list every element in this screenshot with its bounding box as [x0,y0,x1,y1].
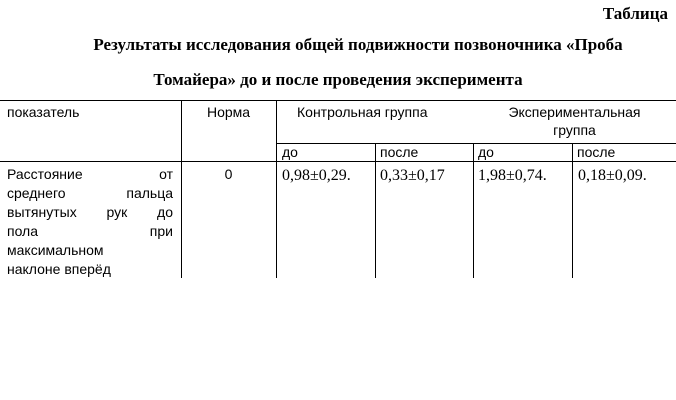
subheader-experimental-before: до [478,144,494,160]
table-title-line-1: Результаты исследования общей подвижности позвоночника «Проба [93,35,623,54]
column-divider-3 [375,143,376,278]
table-top-border [0,100,676,101]
row-description-line: среднего пальца [7,185,173,201]
cell-control-after: 0,33±0,17 [380,167,445,184]
row-description [7,165,173,279]
row-description-line: пола при [7,223,173,239]
subheader-control-before: до [282,144,298,160]
header-control-group: Контрольная группа [297,104,428,120]
cell-control-before: 0,98±0,29. [282,167,351,184]
row-description-line: максимальном [7,242,104,258]
cell-experimental-after: 0,18±0,09. [578,167,647,184]
cell-norm-value: 0 [224,166,233,182]
subheader-control-after: после [380,144,419,160]
row-description-line: вытянутых рук до [7,204,173,220]
table-title-line-2: Томайера» до и после проведения эксперимента [153,70,523,89]
row-description-line: наклоне вперёд [7,261,111,277]
subheader-experimental-after: после [577,144,616,160]
header-experimental-group-line1: Экспериментальная [508,104,641,120]
column-divider-1 [181,100,182,278]
column-divider-4 [473,143,474,278]
cell-experimental-before: 1,98±0,74. [478,167,547,184]
header-experimental-group-line2: группа [553,122,596,138]
table-subheader-border [276,143,676,144]
column-divider-2 [276,100,277,278]
column-divider-5 [572,143,573,278]
header-indicator: показатель [7,104,80,120]
table-header-bottom-border [0,161,676,162]
table-caption-label: Таблица [602,4,668,23]
header-norm: Норма [206,104,251,120]
row-description-line: Расстояние от [7,166,173,182]
